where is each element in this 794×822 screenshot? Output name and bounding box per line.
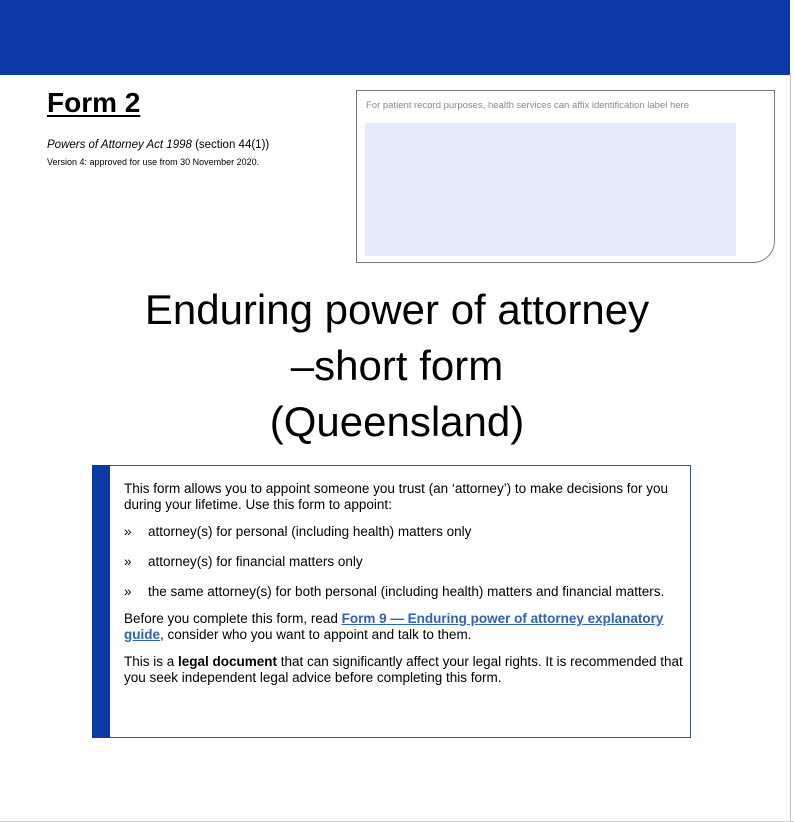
document-title [0,282,794,394]
appointment-options-list [124,524,684,600]
page-edge-rule [790,75,791,822]
identification-label-caption: For patient record purposes, health services can affix identification label here [366,100,690,111]
act-section: (section 44(1)) [191,139,270,151]
information-panel-accent-bar [92,465,110,738]
form-title: Form 2 [47,87,141,118]
before-text-prefix: Before you complete this form, read [124,611,342,626]
list-item-text: attorney(s) for personal (including health) matters only [148,524,472,539]
legal-advice-paragraph [124,654,684,686]
act-reference [47,139,269,153]
act-name: Powers of Attorney Act 1998 [47,139,192,151]
list-item [124,524,684,540]
information-panel [92,465,691,738]
before-you-complete-paragraph [124,611,684,643]
identification-label-box [356,90,775,263]
list-item-text: attorney(s) for financial matters only [148,554,363,569]
list-item [124,584,684,600]
explanatory-guide-link[interactable]: Form 9 — Enduring power of attorney explanatory guide [124,611,664,642]
document-title-line-1: Enduring power of attorney [144,286,650,333]
list-item [124,554,684,570]
information-panel-content [124,481,684,697]
version-note: Version 4: approved for use from 30 November 2020. [47,157,260,167]
legal-document-emphasis: legal document [178,654,278,669]
document-title-line-2: –short form [290,342,504,389]
legal-text-suffix: that can significantly affect your legal rights. It is recommended that you seek independent legal advice before completing this form. [124,654,683,685]
list-item-text: the same attorney(s) for both personal (including health) matters and financial matters. [148,584,665,599]
bullet-marker: » [124,554,132,569]
legal-text-prefix: This is a [124,654,179,669]
bullet-marker: » [124,584,132,599]
document-subtitle: (Queensland) [269,398,525,445]
identification-label-area [365,123,736,256]
bullet-marker: » [124,524,132,539]
header-band [0,0,790,75]
before-text-suffix: , consider who you want to appoint and talk to them. [160,627,472,642]
intro-paragraph: This form allows you to appoint someone you trust (an ‘attorney’) to make decisions for you during your lifetime. Use this form to appoint: [124,481,669,512]
